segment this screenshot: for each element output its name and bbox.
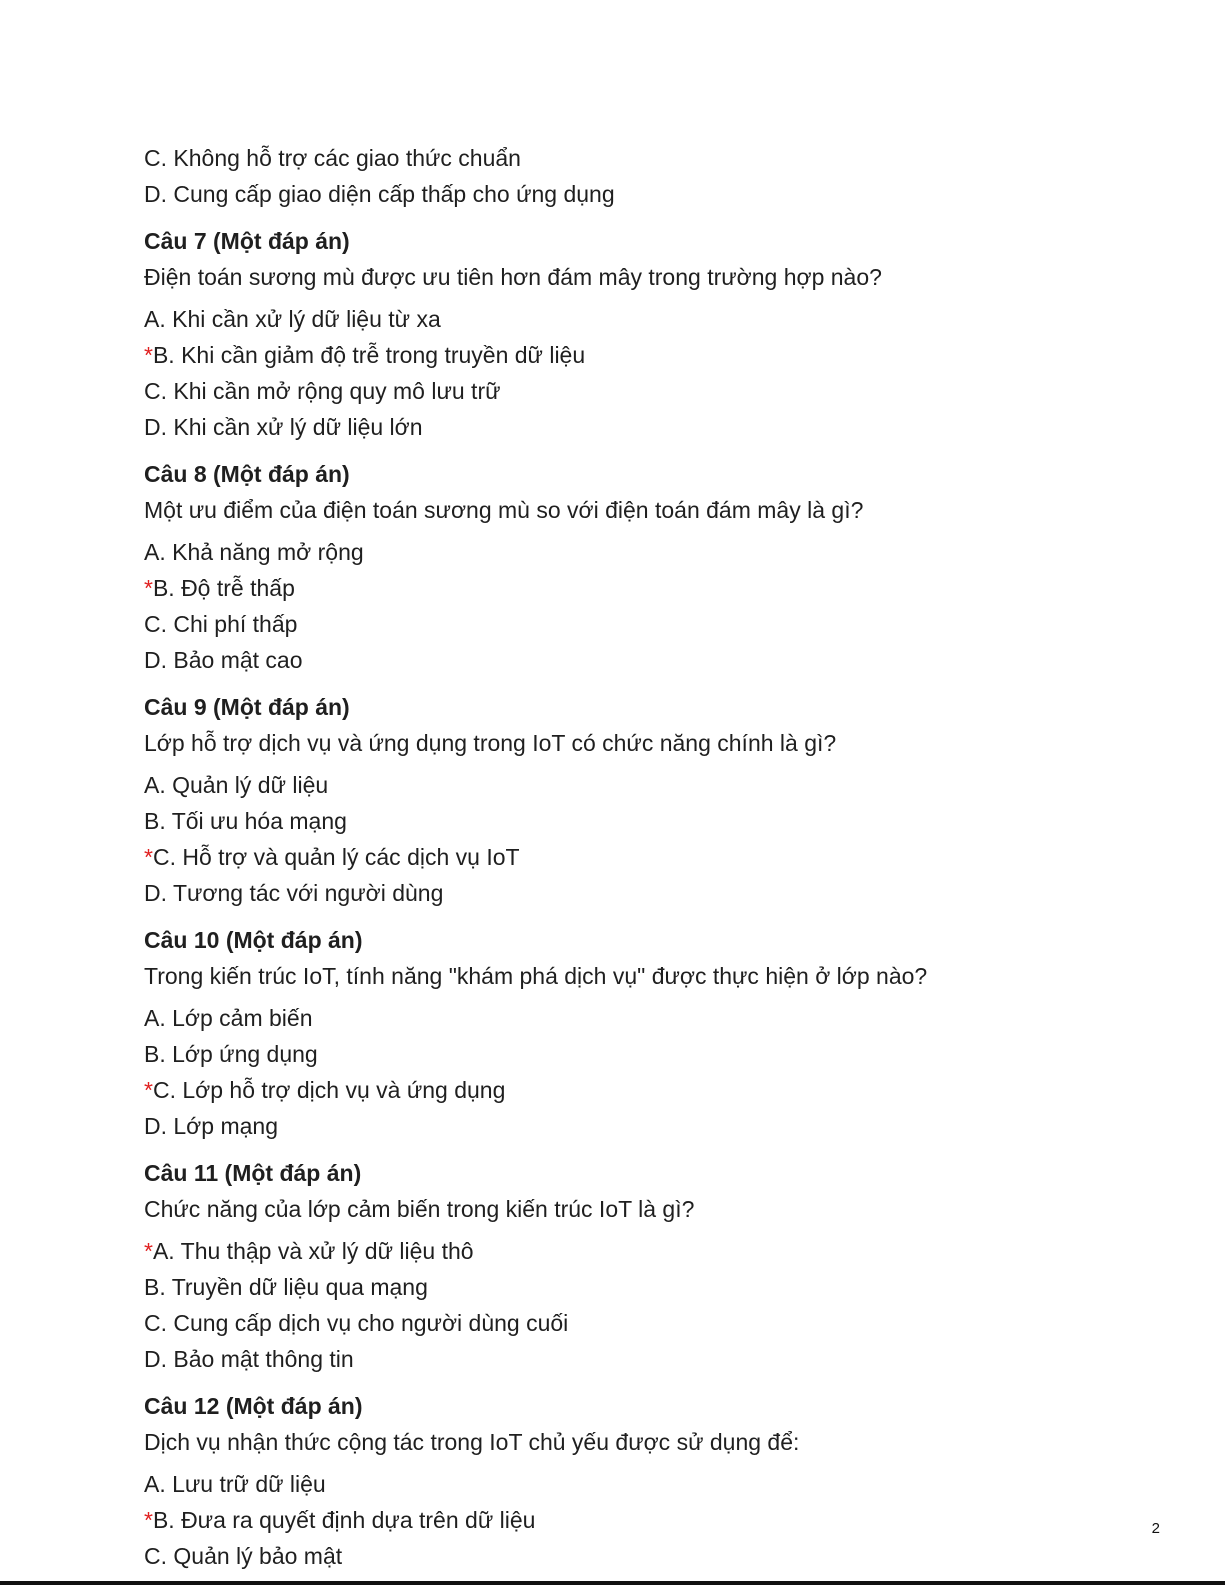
- answer-option: [144, 301, 1144, 337]
- answer-option: [144, 606, 1144, 642]
- answer-option-text: A. Khả năng mở rộng: [144, 539, 364, 565]
- question-block: [144, 922, 1144, 1144]
- question-list: [144, 140, 1144, 1574]
- question-block: [144, 456, 1144, 678]
- question-heading: Câu 12 (Một đáp án): [144, 1393, 363, 1419]
- question-heading: Câu 8 (Một đáp án): [144, 461, 350, 487]
- correct-answer-marker: *: [144, 575, 153, 601]
- answer-option-text: A. Lưu trữ dữ liệu: [144, 1471, 326, 1497]
- correct-answer-marker: *: [144, 1077, 153, 1103]
- answer-option-text: D. Tương tác với người dùng: [144, 880, 444, 906]
- question-prompt: Lớp hỗ trợ dịch vụ và ứng dụng trong IoT có chức năng chính là gì?: [144, 730, 837, 756]
- answer-option-text: A. Quản lý dữ liệu: [144, 772, 329, 798]
- answer-option-text: B. Đưa ra quyết định dựa trên dữ liệu: [152, 1507, 536, 1533]
- question-prompt: Điện toán sương mù được ưu tiên hơn đám mây trong trường hợp nào?: [144, 264, 882, 290]
- page-bottom-edge: [0, 1581, 1225, 1585]
- answer-option-text: D. Lớp mạng: [144, 1113, 278, 1139]
- answer-option-text: D. Cung cấp giao diện cấp thấp cho ứng dụng: [144, 181, 615, 207]
- question-prompt: Chức năng của lớp cảm biến trong kiến trúc IoT là gì?: [144, 1196, 695, 1222]
- answer-option-text: B. Độ trễ thấp: [152, 575, 295, 601]
- answer-option-text: C. Cung cấp dịch vụ cho người dùng cuối: [144, 1310, 569, 1336]
- correct-answer-marker: *: [144, 844, 153, 870]
- answer-option: [144, 1036, 1144, 1072]
- answer-option-text: C. Khi cần mở rộng quy mô lưu trữ: [144, 378, 501, 404]
- answer-option: [144, 1305, 1144, 1341]
- answer-option-text: D. Bảo mật thông tin: [144, 1346, 354, 1372]
- correct-answer-marker: *: [144, 1507, 153, 1533]
- answer-option-text: A. Thu thập và xử lý dữ liệu thô: [152, 1238, 474, 1264]
- answer-option: [144, 875, 1144, 911]
- answer-option: [144, 1108, 1144, 1144]
- question-heading: Câu 9 (Một đáp án): [144, 694, 350, 720]
- answer-option: [144, 1233, 1144, 1269]
- continued-options: [144, 140, 1144, 212]
- question-prompt: Dịch vụ nhận thức cộng tác trong IoT chủ yếu được sử dụng để:: [144, 1429, 800, 1455]
- correct-answer-marker: *: [144, 1238, 153, 1264]
- answer-option: [144, 839, 1144, 875]
- answer-option: [144, 140, 1144, 176]
- answer-option: [144, 767, 1144, 803]
- answer-option: [144, 803, 1144, 839]
- answer-option-text: C. Hỗ trợ và quản lý các dịch vụ IoT: [152, 844, 520, 870]
- correct-answer-marker: *: [144, 342, 153, 368]
- answer-option: [144, 1000, 1144, 1036]
- answer-option-text: A. Lớp cảm biến: [144, 1005, 313, 1031]
- question-prompt: Một ưu điểm của điện toán sương mù so với điện toán đám mây là gì?: [144, 497, 864, 523]
- answer-option: [144, 337, 1144, 373]
- answer-option: [144, 570, 1144, 606]
- question-heading: Câu 10 (Một đáp án): [144, 927, 363, 953]
- answer-option-text: C. Quản lý bảo mật: [144, 1543, 343, 1569]
- question-block: [144, 689, 1144, 911]
- answer-option: [144, 1538, 1144, 1574]
- question-heading: Câu 7 (Một đáp án): [144, 228, 350, 254]
- answer-option-text: A. Khi cần xử lý dữ liệu từ xa: [144, 306, 441, 332]
- answer-option-text: D. Bảo mật cao: [144, 647, 303, 673]
- question-block: [144, 223, 1144, 445]
- answer-option-text: B. Tối ưu hóa mạng: [144, 808, 347, 834]
- question-block: [144, 1388, 1144, 1574]
- answer-option-text: B. Lớp ứng dụng: [144, 1041, 318, 1067]
- answer-option: [144, 1502, 1144, 1538]
- answer-option: [144, 1466, 1144, 1502]
- answer-option-text: B. Truyền dữ liệu qua mạng: [144, 1274, 428, 1300]
- answer-option: [144, 1341, 1144, 1377]
- answer-option: [144, 1072, 1144, 1108]
- answer-option: [144, 534, 1144, 570]
- answer-option-text: B. Khi cần giảm độ trễ trong truyền dữ liệu: [152, 342, 586, 368]
- answer-option: [144, 1269, 1144, 1305]
- page-number: 2: [1151, 1520, 1160, 1537]
- answer-option: [144, 373, 1144, 409]
- answer-option-text: C. Lớp hỗ trợ dịch vụ và ứng dụng: [152, 1077, 506, 1103]
- answer-option-text: C. Không hỗ trợ các giao thức chuẩn: [144, 145, 521, 171]
- answer-option: [144, 642, 1144, 678]
- question-block: [144, 1155, 1144, 1377]
- question-heading: Câu 11 (Một đáp án): [144, 1160, 362, 1186]
- question-prompt: Trong kiến trúc IoT, tính năng "khám phá dịch vụ" được thực hiện ở lớp nào?: [144, 963, 928, 989]
- answer-option: [144, 176, 1144, 212]
- answer-option-text: C. Chi phí thấp: [144, 611, 298, 637]
- answer-option: [144, 409, 1144, 445]
- answer-option-text: D. Khi cần xử lý dữ liệu lớn: [144, 414, 423, 440]
